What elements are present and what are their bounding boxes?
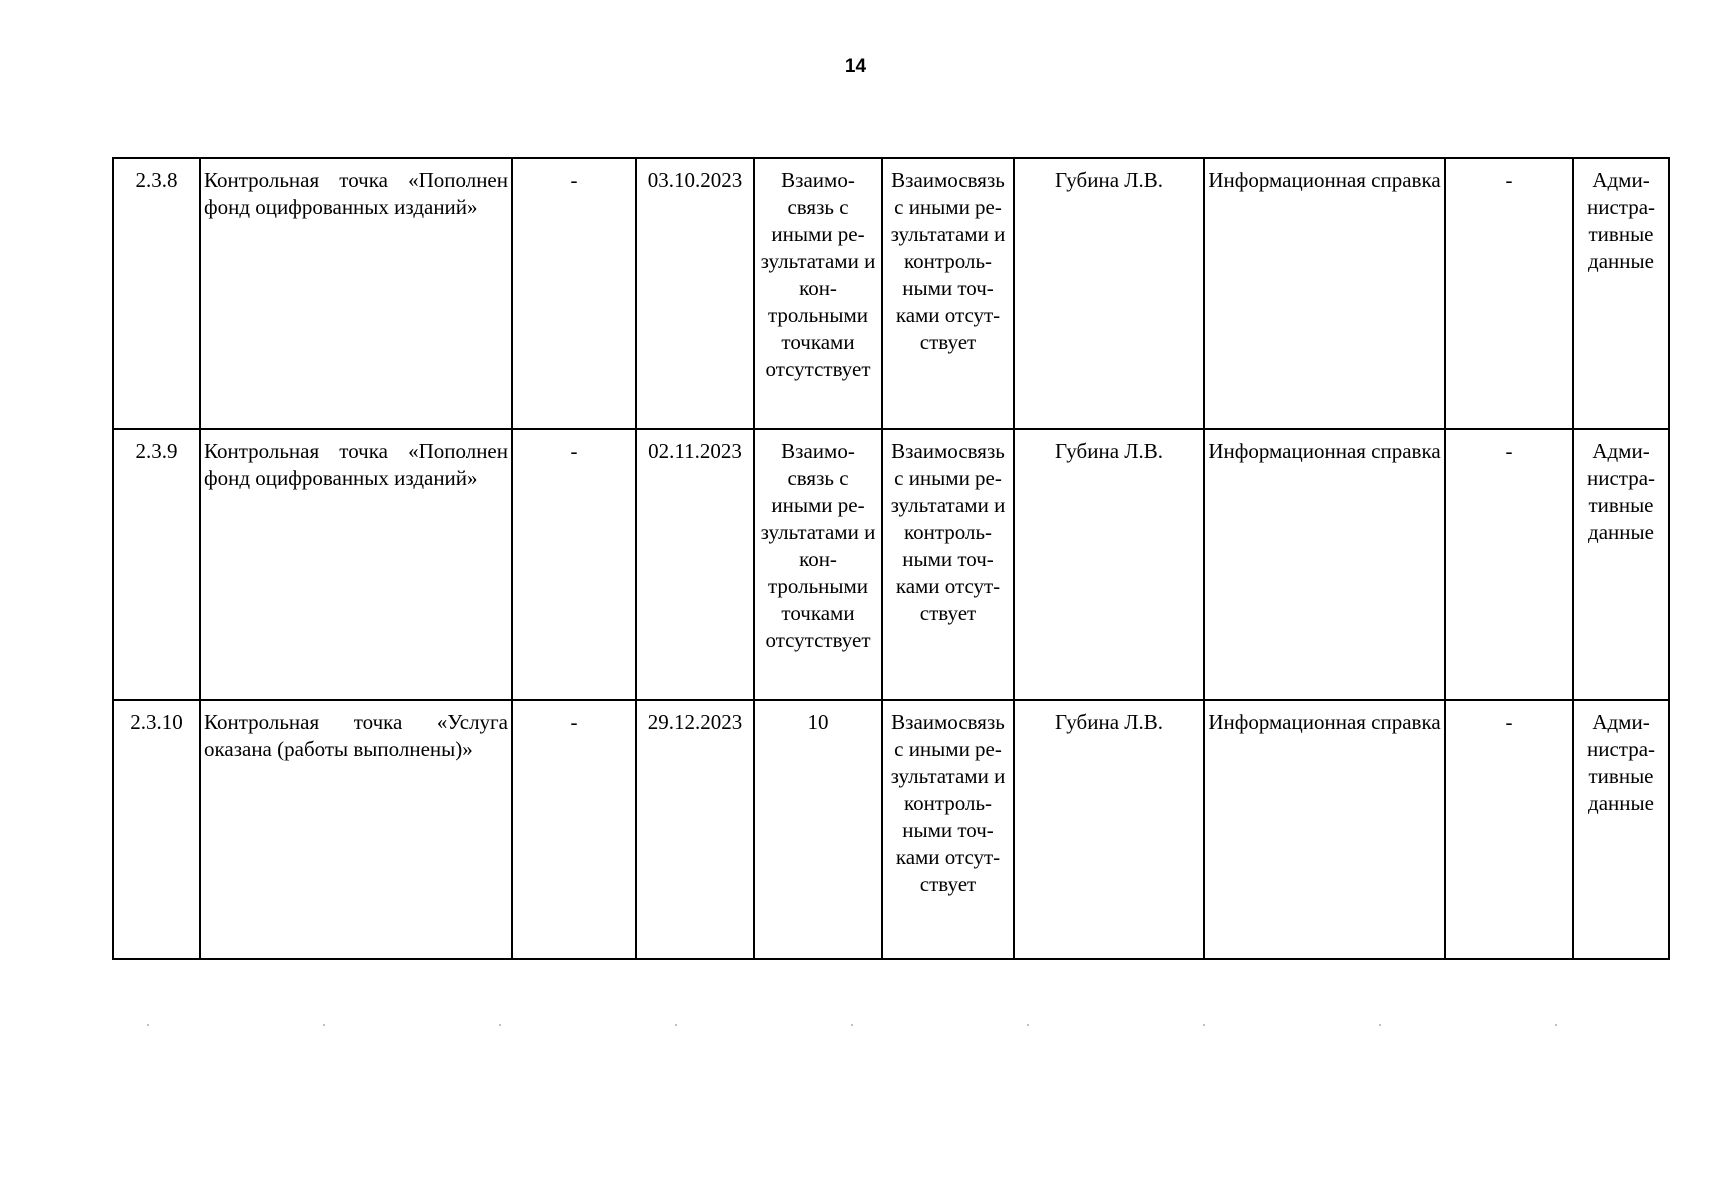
- cell-relation: 10: [754, 700, 882, 959]
- cell-name: Контрольная точка «Услуга оказана (работы выполнены)»: [200, 700, 512, 959]
- cell-responsible: Губина Л.В.: [1014, 429, 1204, 700]
- cell-relation: Взаимо-связь с иными ре-зультатами и кон-трольными точками отсутствует: [754, 429, 882, 700]
- cell-document: Информационная справка: [1204, 700, 1445, 959]
- scan-noise: [60, 1024, 1650, 1026]
- cell-relation-2: Взаимосвязь с иными ре-зультатами и контроль-ными точ-ками отсут-ствует: [882, 158, 1014, 429]
- cell-source: Адми-нистра-тивные данные: [1573, 700, 1669, 959]
- cell-name: Контрольная точка «Пополнен фонд оцифрованных изданий»: [200, 158, 512, 429]
- cell-document: Информационная справка: [1204, 429, 1445, 700]
- cell-number: 2.3.8: [113, 158, 200, 429]
- cell-dash: -: [512, 158, 636, 429]
- cell-name: Контрольная точка «Пополнен фонд оцифрованных изданий»: [200, 429, 512, 700]
- cell-dash-2: -: [1445, 429, 1573, 700]
- table-row: [113, 429, 1669, 700]
- cell-relation-2: Взаимосвязь с иными ре-зультатами и контроль-ными точ-ками отсут-ствует: [882, 429, 1014, 700]
- cell-source: Адми-нистра-тивные данные: [1573, 158, 1669, 429]
- cell-responsible: Губина Л.В.: [1014, 700, 1204, 959]
- cell-date: 29.12.2023: [636, 700, 754, 959]
- cell-dash: -: [512, 700, 636, 959]
- cell-number: 2.3.9: [113, 429, 200, 700]
- page-number: 14: [844, 56, 867, 77]
- cell-date: 03.10.2023: [636, 158, 754, 429]
- cell-number: 2.3.10: [113, 700, 200, 959]
- cell-date: 02.11.2023: [636, 429, 754, 700]
- cell-document: Информационная справка: [1204, 158, 1445, 429]
- cell-relation-2: Взаимосвязь с иными ре-зультатами и контроль-ными точ-ками отсут-ствует: [882, 700, 1014, 959]
- cell-dash-2: -: [1445, 700, 1573, 959]
- cell-dash: -: [512, 429, 636, 700]
- cell-relation: Взаимо-связь с иными ре-зультатами и кон-трольными точками отсутствует: [754, 158, 882, 429]
- cell-dash-2: -: [1445, 158, 1573, 429]
- table-row: [113, 700, 1669, 959]
- cell-source: Адми-нистра-тивные данные: [1573, 429, 1669, 700]
- cell-responsible: Губина Л.В.: [1014, 158, 1204, 429]
- control-points-table: [112, 157, 1670, 960]
- table-row: [113, 158, 1669, 429]
